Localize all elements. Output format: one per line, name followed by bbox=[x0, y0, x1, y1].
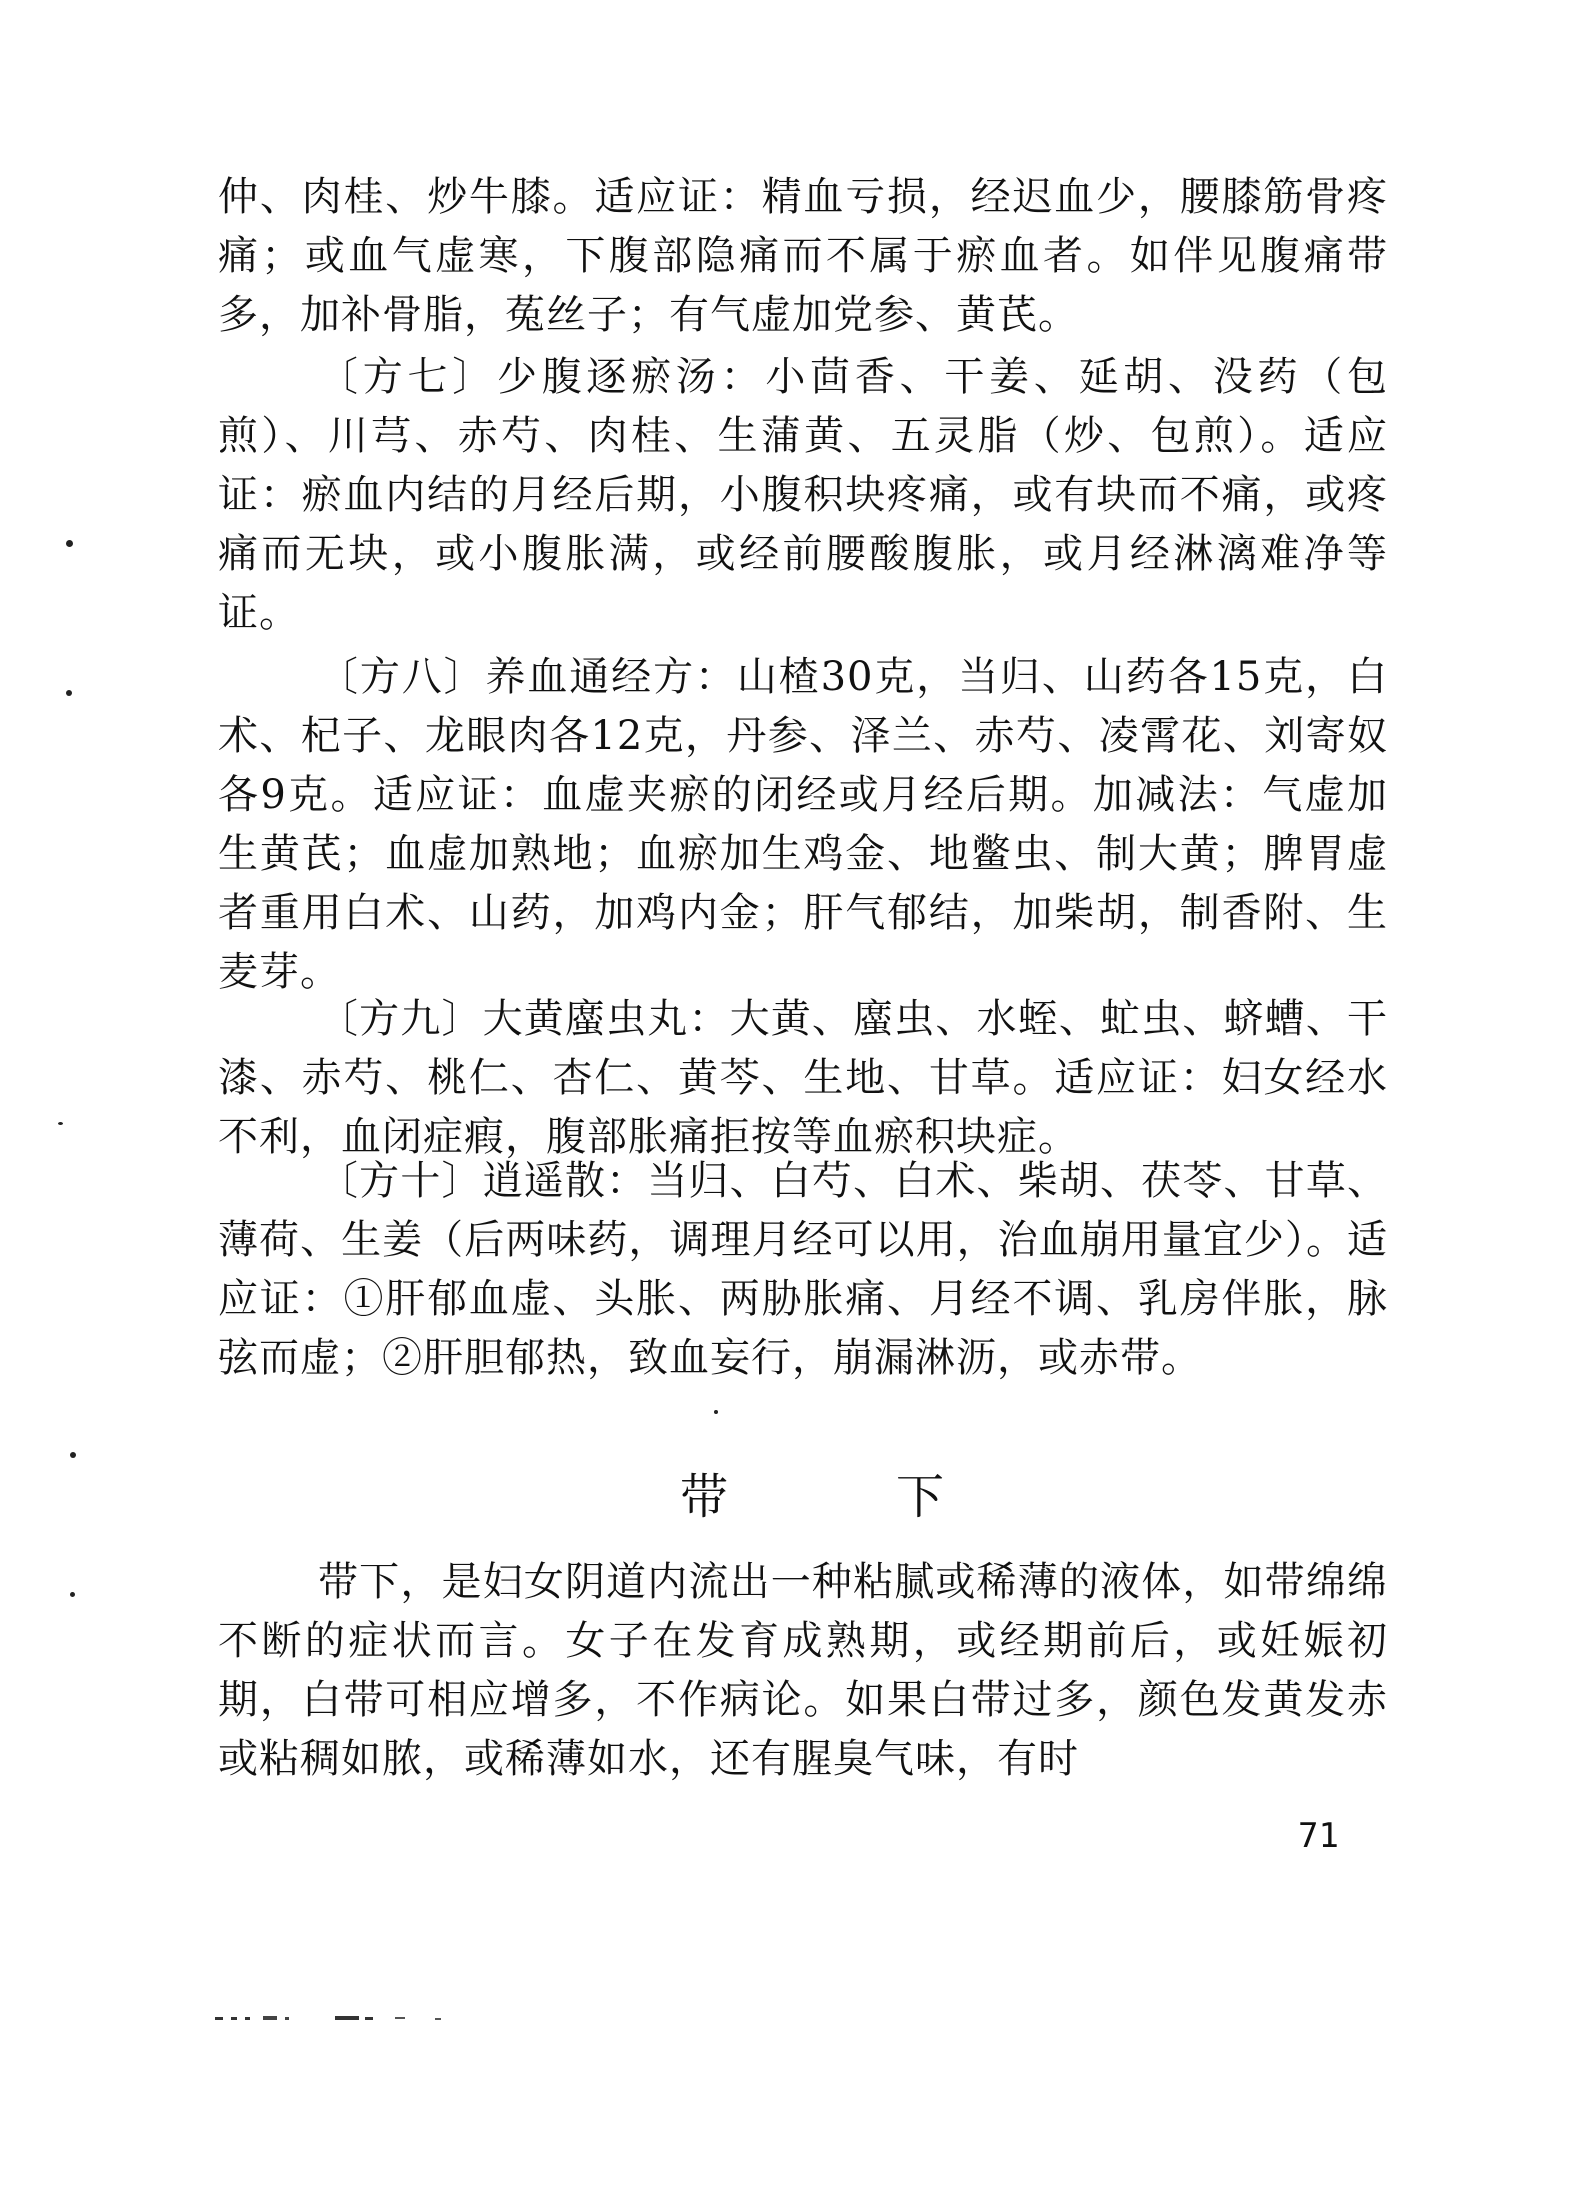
scan-speck bbox=[66, 540, 73, 547]
section-heading: 带 下 bbox=[680, 1469, 1005, 1525]
paragraph-formula-7: 〔方七〕少腹逐瘀汤：小茴香、干姜、延胡、没药（包煎）、川芎、赤芍、肉桂、生蒲黄、五灵脂（炒、包煎）。适应证：瘀血内结的月经后期，小腹积块疼痛，或有块而不痛，或疼痛而无块，或小腹胀满，或经前腰酸腹胀，或月经淋漓难净等证。 bbox=[218, 354, 1388, 636]
scan-speck bbox=[66, 690, 72, 696]
section-paragraph: 带下，是妇女阴道内流出一种粘腻或稀薄的液体，如带绵绵不断的症状而言。女子在发育成熟期，或经期前后，或妊娠初期，白带可相应增多，不作病论。如果白带过多，颜色发黄发赤或粘稠如脓，或稀薄如水，还有腥臭气味，有时 bbox=[218, 1559, 1388, 1782]
scan-noise-marks bbox=[215, 2015, 575, 2023]
scan-speck bbox=[70, 1452, 76, 1458]
page-number: 71 bbox=[1298, 1816, 1339, 1856]
scan-speck bbox=[714, 1410, 718, 1414]
paragraph-formula-9: 〔方九〕大黄䗪虫丸：大黄、䗪虫、水蛭、虻虫、蛴螬、干漆、赤芍、桃仁、杏仁、黄芩、生地、甘草。适应证：妇女经水不利，血闭症瘕，腹部胀痛拒按等血瘀积块症。 bbox=[218, 996, 1388, 1160]
scan-speck bbox=[58, 1122, 63, 1125]
paragraph-formula-8: 〔方八〕养血通经方：山楂30克，当归、山药各15克，白术、杞子、龙眼肉各12克，丹参、泽兰、赤芍、凌霄花、刘寄奴各9克。适应证：血虚夹瘀的闭经或月经后期。加减法：气虚加生黄芪；血虚加熟地；血瘀加生鸡金、地鳖虫、制大黄；脾胃虚者重用白术、山药，加鸡内金；肝气郁结，加柴胡，制香附、生麦芽。 bbox=[218, 654, 1388, 995]
scan-speck bbox=[70, 1592, 75, 1597]
paragraph-continued: 仲、肉桂、炒牛膝。适应证：精血亏损，经迟血少，腰膝筋骨疼痛；或血气虚寒，下腹部隐痛而不属于瘀血者。如伴见腹痛带多，加补骨脂，菟丝子；有气虚加党参、黄芪。 bbox=[218, 174, 1388, 338]
paragraph-formula-10: 〔方十〕逍遥散：当归、白芍、白术、柴胡、茯苓、甘草、薄荷、生姜（后两味药，调理月经可以用，治血崩用量宜少）。适应证：①肝郁血虚、头胀、两胁胀痛、月经不调、乳房伴胀，脉弦而虚；②肝胆郁热，致血妄行，崩漏淋沥，或赤带。 bbox=[218, 1158, 1388, 1381]
